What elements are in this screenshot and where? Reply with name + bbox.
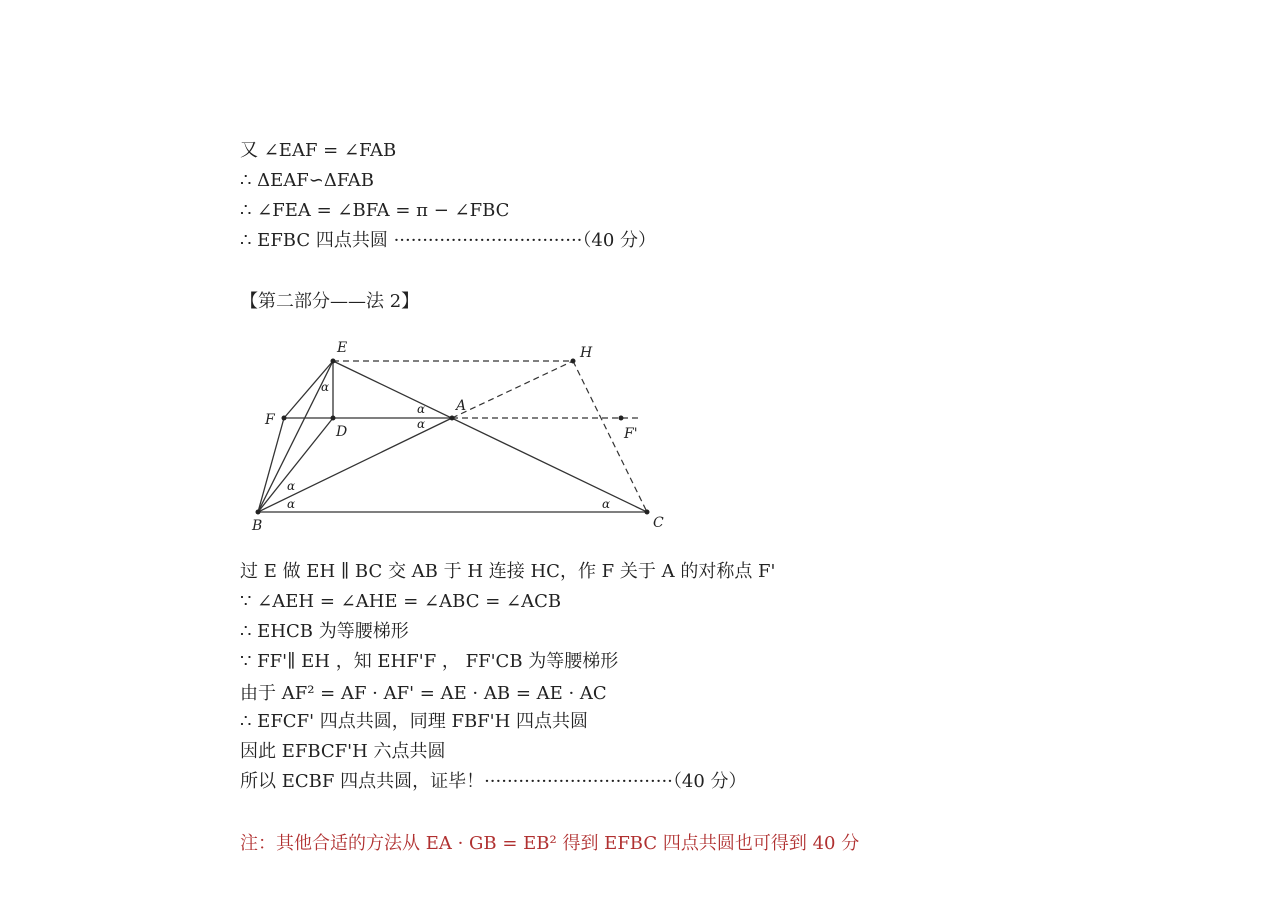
label-c: C xyxy=(653,515,664,531)
point-f xyxy=(282,416,287,421)
geometry-diagram xyxy=(240,330,670,540)
proof-line-5: 过 E 做 EH ∥ BC 交 AB 于 H 连接 HC，作 F 关于 A 的对称点 F' xyxy=(240,561,776,582)
point-d xyxy=(331,416,336,421)
label-e: E xyxy=(337,340,348,356)
point-e xyxy=(331,359,336,364)
proof-line-7: ∴ EHCB 为等腰梯形 xyxy=(240,621,409,642)
segment-bf xyxy=(258,418,284,512)
angle-label-c: α xyxy=(602,497,611,511)
segment-bd xyxy=(258,418,333,512)
section-title: 【第二部分——法 2】 xyxy=(240,291,420,312)
label-f: F xyxy=(265,412,275,428)
point-f-prime xyxy=(619,416,624,421)
proof-line-11: 因此 EFBCF'H 六点共圆 xyxy=(240,741,446,762)
proof-line-3: ∴ ∠FEA = ∠BFA = π − ∠FBC xyxy=(240,200,510,221)
point-b xyxy=(256,510,261,515)
proof-line-8: ∵ FF'∥ EH ，知 EHF'F ， FF'CB 为等腰梯形 xyxy=(240,651,619,672)
proof-line-2: ∴ ΔEAF∽ΔFAB xyxy=(240,170,375,191)
angle-label-e: α xyxy=(321,380,330,394)
label-f-prime: F' xyxy=(624,426,638,442)
segment-ec xyxy=(333,361,647,512)
proof-line-1: 又 ∠EAF = ∠FAB xyxy=(240,140,397,161)
proof-line-6: ∵ ∠AEH = ∠AHE = ∠ABC = ∠ACB xyxy=(240,591,562,612)
point-h xyxy=(571,359,576,364)
proof-line-4: ∴ EFBC 四点共圆 ·································（40 分） xyxy=(240,230,657,251)
scoring-note: 注：其他合适的方法从 EA · GB = EB² 得到 EFBC 四点共圆也可得到 40 分 xyxy=(240,833,860,854)
label-a: A xyxy=(456,398,467,414)
proof-line-10: ∴ EFCF' 四点共圆，同理 FBF'H 四点共圆 xyxy=(240,711,589,732)
label-d: D xyxy=(336,424,348,440)
angle-label-b-upper: α xyxy=(287,479,296,493)
angle-label-a-upper: α xyxy=(417,402,426,416)
angle-label-b-lower: α xyxy=(287,497,296,511)
angle-label-a-lower: α xyxy=(417,417,426,431)
point-c xyxy=(645,510,650,515)
proof-line-9: 由于 AF² = AF · AF' = AE · AB = AE · AC xyxy=(240,683,607,704)
label-b: B xyxy=(252,518,263,534)
proof-line-12: 所以 ECBF 四点共圆，证毕！·································（40 分） xyxy=(240,771,747,792)
label-h: H xyxy=(580,345,593,361)
segment-ah-dashed xyxy=(452,361,573,418)
point-a xyxy=(450,416,455,421)
